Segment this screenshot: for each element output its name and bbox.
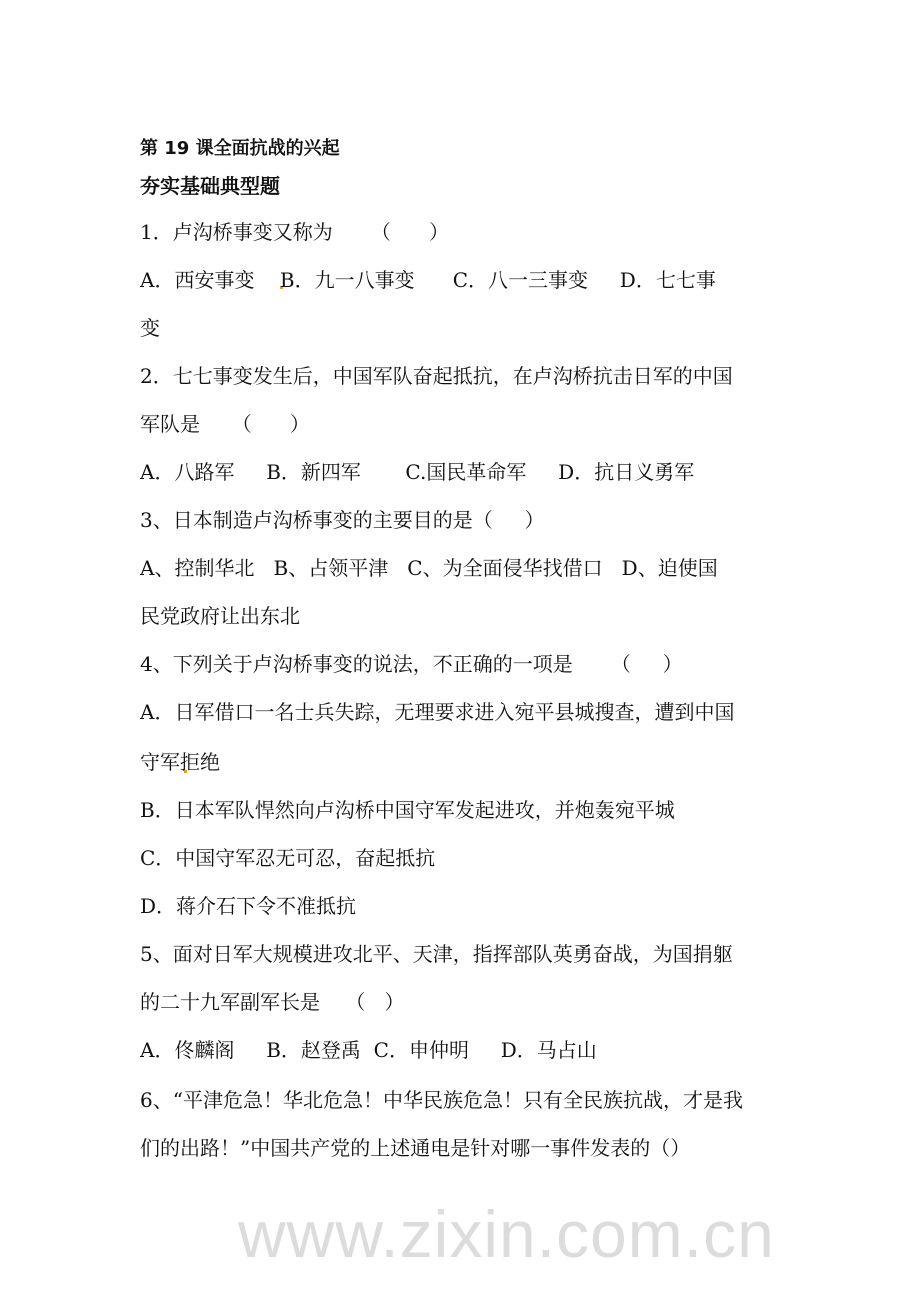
question-3-options: A、控制华北 B、占领平津 C、为全面侵华找借口 D、迫使国 [140, 556, 718, 580]
question-5-options: A．佟麟阁 B．赵登禹 C．申仲明 D．马占山 [140, 1038, 597, 1062]
watermark: www.zixin.com.cn [238, 1197, 775, 1271]
question-6-cont: 们的出路！”中国共产党的上述通电是针对哪一事件发表的（） [140, 1136, 691, 1160]
question-4-option-b: B．日本军队悍然向卢沟桥中国守军发起进攻，并炮轰宛平城 [140, 798, 675, 822]
question-6: 6、“平津危急！华北危急！中华民族危急！只有全民族抗战，才是我 [140, 1088, 743, 1112]
question-5: 5、面对日军大规模进攻北平、天津，指挥部队英勇奋战，为国捐躯 [140, 942, 733, 966]
lesson-title: 第 19 课全面抗战的兴起 [140, 138, 340, 159]
section-heading: 夯实基础典型题 [140, 174, 280, 198]
question-4: 4、下列关于卢沟桥事变的说法，不正确的一项是 （ ） [140, 652, 683, 676]
question-3: 3、日本制造卢沟桥事变的主要目的是（ ） [140, 508, 545, 532]
question-3-options-cont: 民党政府让出东北 [140, 604, 300, 628]
question-1: 1．卢沟桥事变又称为 （ ） [140, 220, 450, 244]
question-2-options: A．八路军 B．新四军 C.国民革命军 D．抗日义勇军 [140, 460, 695, 484]
question-2: 2．七七事变发生后，中国军队奋起抵抗，在卢沟桥抗击日军的中国 [140, 364, 733, 388]
question-4-option-a: A．日军借口一名士兵失踪，无理要求进入宛平县城搜查，遭到中国 [140, 700, 735, 724]
question-5-cont: 的二十九军副军长是 （ ） [140, 990, 405, 1014]
question-1-options-cont: 变 [140, 316, 160, 340]
question-2-cont: 军队是 （ ） [140, 412, 310, 436]
question-1-options: A．西安事变 B．九一八事变 C．八一三事变 D．七七事 [140, 268, 716, 292]
question-4-option-a-cont: 守军拒绝 [140, 750, 220, 774]
question-4-option-c: C．中国守军忍无可忍，奋起抵抗 [140, 846, 436, 870]
question-4-option-d: D．蒋介石下令不准抵抗 [140, 894, 357, 918]
